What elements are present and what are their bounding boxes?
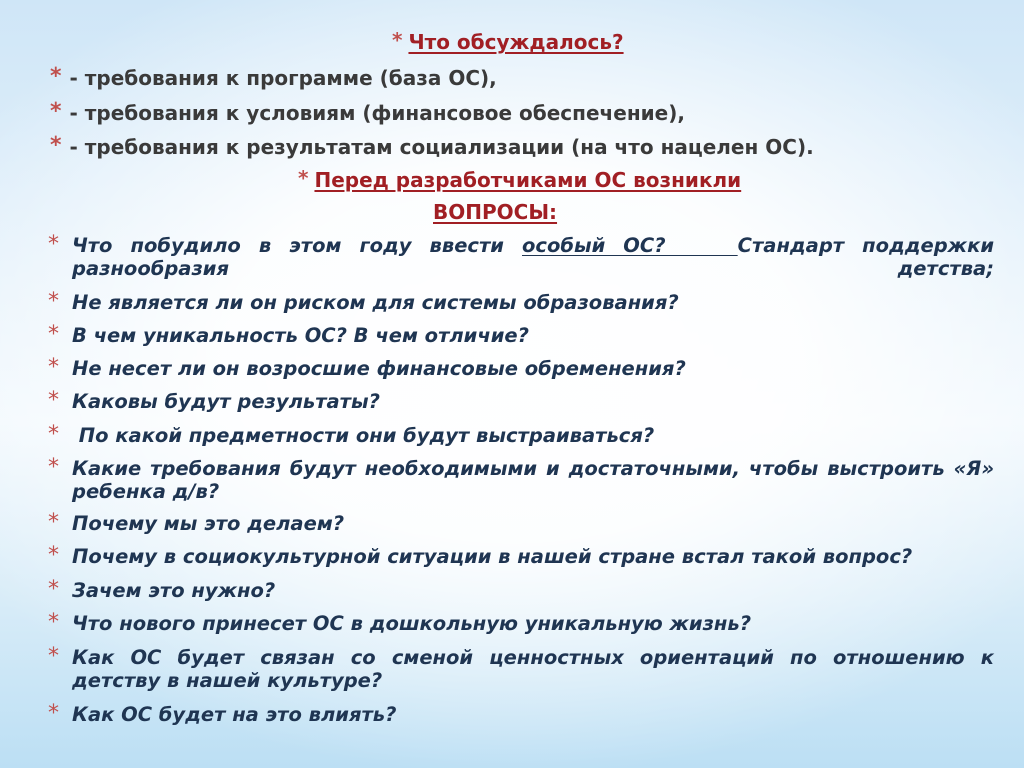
heading-developers-text: Перед разработчиками ОС возникли: [314, 168, 742, 192]
requirement-text: - требования к программе (база ОС),: [69, 66, 497, 90]
question-text: Как ОС будет на это влиять?: [72, 703, 397, 726]
heading-questions-text: ВОПРОСЫ:: [433, 200, 558, 224]
question-text: Какие требования будут необходимыми и достаточными, чтобы выстроить «Я» ребенка д/в?: [72, 457, 994, 503]
bullet-star-icon: *: [392, 28, 403, 52]
question-text: Почему в социокультурной ситуации в нашей стране встал такой вопрос?: [72, 545, 913, 568]
question-item: [48, 357, 994, 380]
bullet-star-icon: *: [48, 610, 59, 635]
question-text-before: Что побудило в этом году ввести: [72, 234, 522, 257]
question-text: По какой предметности они будут выстраиваться?: [72, 424, 655, 447]
question-item: [48, 612, 994, 635]
question-text-after: Стандарт поддержки разнообразия детства;: [72, 234, 994, 280]
question-item: [48, 291, 994, 314]
heading-discussed-text: Что обсуждалось?: [408, 30, 624, 54]
bullet-star-icon: *: [48, 388, 59, 413]
bullet-star-icon: *: [48, 322, 59, 347]
bullet-star-icon: *: [48, 577, 59, 602]
question-text: Зачем это нужно?: [72, 579, 276, 602]
question-text: Каковы будут результаты?: [72, 390, 380, 413]
requirement-text: - требования к условиям (финансовое обеспечение),: [69, 101, 685, 125]
heading-questions: [433, 200, 557, 224]
bullet-star-icon: *: [50, 133, 62, 158]
question-item: [48, 545, 994, 568]
question-item: [48, 646, 994, 692]
question-item: [48, 234, 994, 280]
question-item: [48, 457, 994, 503]
bullet-star-icon: *: [48, 455, 59, 480]
bullet-star-icon: *: [48, 422, 59, 447]
question-item: [48, 512, 994, 535]
bullet-star-icon: *: [48, 355, 59, 380]
question-text: В чем уникальность ОС? В чем отличие?: [72, 324, 529, 347]
bullet-star-icon: *: [48, 701, 59, 726]
heading-developers: [298, 168, 741, 192]
bullet-star-icon: *: [50, 64, 62, 89]
bullet-star-icon: *: [48, 510, 59, 535]
requirement-item: [50, 101, 685, 125]
bullet-star-icon: *: [48, 644, 59, 669]
bullet-star-icon: *: [48, 289, 59, 314]
requirement-item: [50, 66, 497, 90]
bullet-star-icon: *: [50, 99, 62, 124]
question-text: Не является ли он риском для системы образования?: [72, 291, 679, 314]
bullet-star-icon: *: [48, 543, 59, 568]
question-text: [72, 234, 994, 280]
question-text: Как ОС будет связан со сменой ценностных ориентаций по отношению к детству в нашей культуре?: [72, 646, 994, 692]
heading-discussed: [392, 30, 624, 54]
bullet-star-icon: *: [298, 166, 309, 190]
question-item: [48, 390, 994, 413]
requirement-text: - требования к результатам социализации (на что нацелен ОС).: [69, 135, 814, 159]
question-item: [48, 324, 994, 347]
question-item: [48, 579, 994, 602]
question-text: Не несет ли он возросшие финансовые обременения?: [72, 357, 686, 380]
question-item: [48, 424, 994, 447]
question-text: Почему мы это делаем?: [72, 512, 345, 535]
question-text-underlined: особый ОС?: [522, 234, 738, 257]
question-text: Что нового принесет ОС в дошкольную уникальную жизнь?: [72, 612, 752, 635]
requirement-item: [50, 135, 814, 159]
question-item: [48, 703, 994, 726]
bullet-star-icon: *: [48, 232, 59, 257]
